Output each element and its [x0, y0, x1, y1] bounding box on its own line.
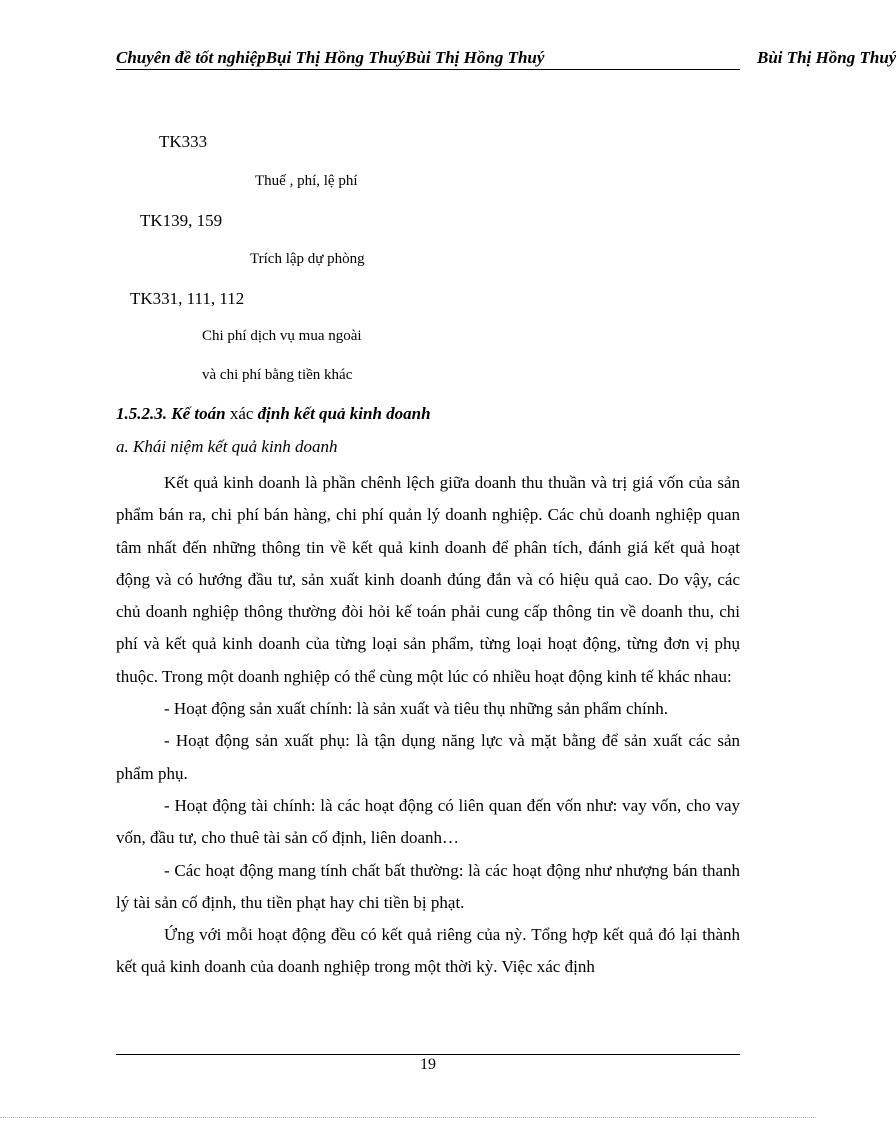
section-title-part1: Kế toán: [171, 404, 226, 423]
diagram-note-taxes: Thuế , phí, lệ phí: [255, 173, 358, 189]
paragraph-extraordinary-activity: - Các hoạt động mang tính chất bất thường: là các hoạt động như nhượng bán thanh lý tài sản cố định, thu tiền phạt hay chi tiền bị phạt.: [116, 860, 740, 912]
diagram-account-tk333: TK333: [159, 132, 208, 151]
header-author: Bùi Thị Hồng Thuý: [757, 48, 896, 67]
paragraph-definition: Kết quả kinh doanh là phần chênh lệch giữa doanh thu thuần và trị giá vốn của sản phẩm bán ra, chi phí bán hàng, chi phí quản lý doanh nghiệp. Các chủ doanh nghiệp quan tâm nhất đến những thông tin về kết quả kinh doanh để phân tích, đánh giá kết quả hoạt động và có hướng đầu tư, sản xuất kinh doanh đúng đắn và có hiệu quả cao. Do vậy, các chủ doanh nghiệp thông thường đòi hỏi kế toán phải cung cấp thông tin về doanh thu, chi phí và kết quả kinh doanh của từng loại sản phẩm, từng loại hoạt động, từng đơn vị phụ thuộc. Trong một doanh nghiệp có thể cùng một lúc có nhiều hoạt động kinh tế khác nhau:: [116, 473, 740, 686]
page-number: 19: [420, 1056, 436, 1073]
section-title-part2: xác: [229, 404, 254, 423]
paragraph-secondary-activity: - Hoạt động sản xuất phụ: là tận dụng năng lực và mặt bằng để sản xuất các sản phẩm phụ.: [116, 731, 740, 783]
section-number: 1.5.2.3.: [116, 404, 167, 423]
diagram-account-tk331-111-112: TK331, 111, 112: [130, 289, 245, 308]
diagram-account-tk139-159: TK139, 159: [140, 211, 223, 230]
paragraph-financial-activity: - Hoạt động tài chính: là các hoạt động có liên quan đến vốn như: vay vốn, cho vay vốn, đầu tư, cho thuê tài sản cố định, liên doanh…: [116, 795, 740, 848]
diagram-note-cash-expenses: và chi phí bằng tiền khác: [202, 367, 353, 383]
header-title: Chuyên đề tốt nghiệpBụi Thị Hồng ThuýBùi Thị Hồng Thuý: [116, 48, 545, 67]
page-header: [116, 48, 896, 72]
section-title-part3: định kết quả kinh doanh: [257, 404, 431, 423]
footer-rule: [116, 1054, 740, 1055]
diagram-note-outsourced-services: Chi phí dịch vụ mua ngoài: [202, 328, 362, 344]
body-text: [116, 467, 740, 984]
section-heading: [116, 404, 431, 424]
paragraph-main-activity: - Hoạt động sản xuất chính: là sản xuất và tiêu thụ những sản phẩm chính.: [164, 699, 668, 719]
diagram-note-provisions: Trích lập dự phòng: [250, 251, 365, 267]
header-rule: [116, 69, 740, 70]
page-bottom-divider: [0, 1117, 816, 1118]
subheading: a. Khái niệm kết quả kinh doanh: [116, 437, 338, 456]
paragraph-conclusion: Ứng với mỗi hoạt động đều có kết quả riêng của nỳ. Tổng hợp kết quả đó lại thành kết quả kinh doanh của doanh nghiệp trong một thời kỳ. Việc xác định: [116, 925, 740, 977]
